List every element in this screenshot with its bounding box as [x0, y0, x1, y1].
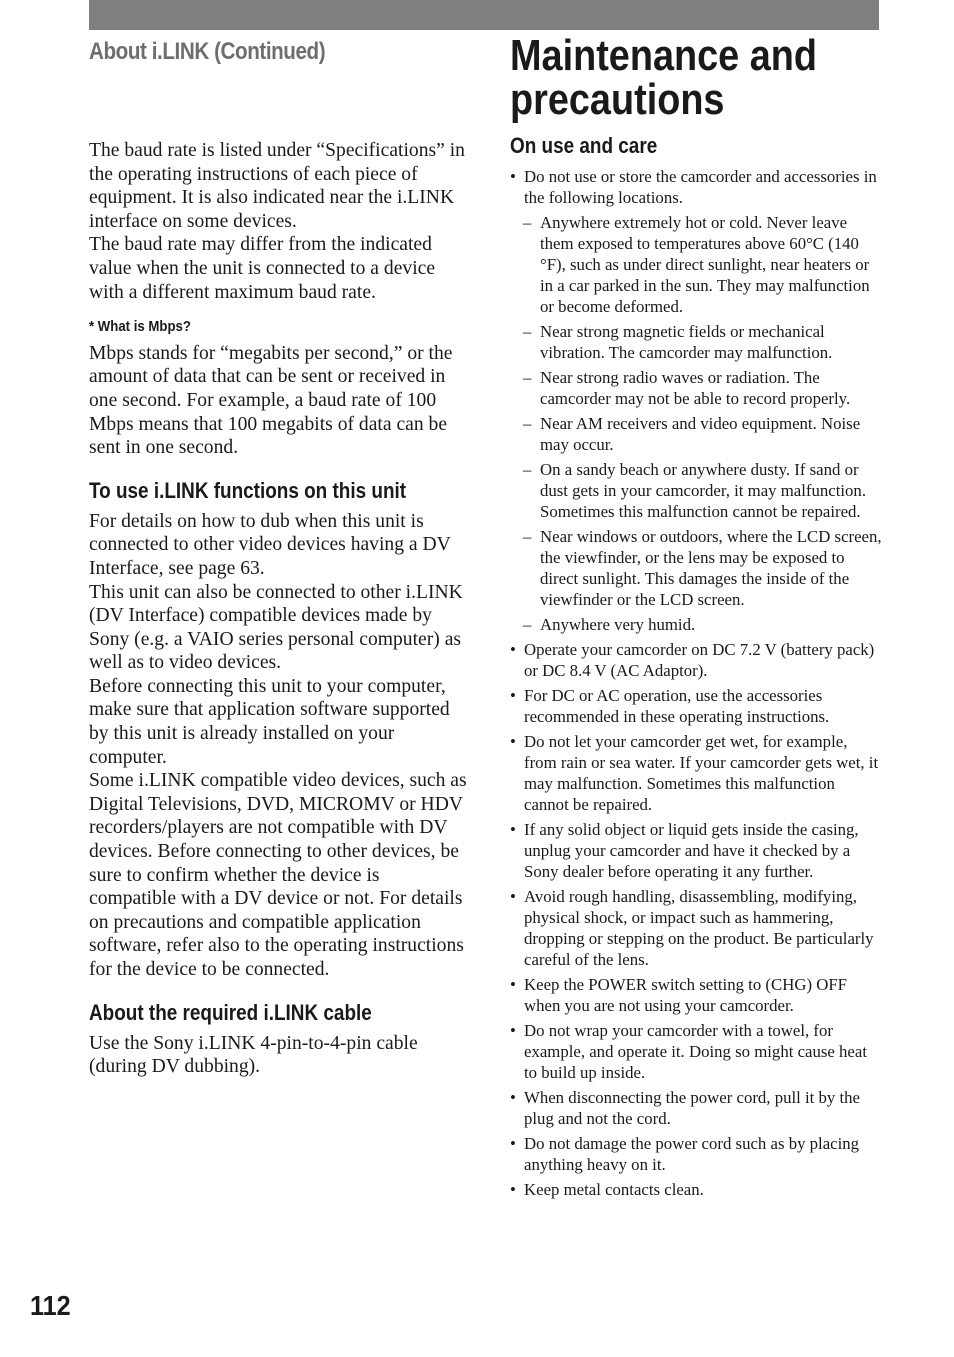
- page-number: 112: [30, 1290, 71, 1321]
- mbps-paragraph: Mbps stands for “megabits per second,” or the amount of data that can be sent or received in one second. For example, a baud rate of 100 Mbps means that 100 megabits of data can be sent in one second.: [89, 342, 453, 459]
- list-item: • Keep metal contacts clean.: [510, 1179, 882, 1200]
- mbps-subheading: * What is Mbps?: [89, 318, 191, 336]
- list-subitem: – Anywhere extremely hot or cold. Never leave them exposed to temperatures above 60°C (140 °F), such as under direct sunlight, near heaters or in a car parked in the sun. They may malfunction or become deformed.: [510, 212, 882, 317]
- ilink-functions-paragraph-4: Some i.LINK compatible video devices, such as Digital Televisions, DVD, MICROMV or HDV recorders/players are not compatible with DV devices. Before connecting to other devices, be sure to confirm whether the device is compatible with a DV device or not. For details on precautions and compatible application software, refer also to the operating instructions for the device to be connected.: [89, 770, 467, 980]
- left-column: [89, 139, 467, 1079]
- list-subitem: – Near AM receivers and video equipment. Noise may occur.: [510, 413, 882, 455]
- section-heading-ilink-cable: About the required i.LINK cable: [89, 999, 372, 1025]
- list-item: • Do not let your camcorder get wet, for example, from rain or sea water. If your camcorder gets wet, it may malfunction. Sometimes this malfunction cannot be repaired.: [510, 731, 882, 815]
- header-bar: [89, 0, 879, 30]
- list-subitem: – Anywhere very humid.: [510, 614, 882, 635]
- ilink-cable-paragraph: Use the Sony i.LINK 4-pin-to-4-pin cable (during DV dubbing).: [89, 1032, 418, 1078]
- list-item: • Keep the POWER switch setting to (CHG) OFF when you are not using your camcorder.: [510, 974, 882, 1016]
- ilink-functions-paragraph-3: Before connecting this unit to your computer, make sure that application software supported by this unit is already installed on your computer.: [89, 675, 450, 768]
- section-heading-ilink-functions: To use i.LINK functions on this unit: [89, 477, 407, 503]
- list-item: • For DC or AC operation, use the accessories recommended in these operating instructions.: [510, 685, 882, 727]
- list-item: • Do not use or store the camcorder and accessories in the following locations.: [510, 166, 882, 208]
- list-subitem: – Near strong magnetic fields or mechanical vibration. The camcorder may malfunction.: [510, 321, 882, 363]
- section-heading-use-and-care: On use and care: [510, 133, 658, 158]
- list-item: • Do not damage the power cord such as by placing anything heavy on it.: [510, 1133, 882, 1175]
- list-item: • When disconnecting the power cord, pull it by the plug and not the cord.: [510, 1087, 882, 1129]
- list-subitem: – Near strong radio waves or radiation. The camcorder may not be able to record properly.: [510, 367, 882, 409]
- list-item: • Operate your camcorder on DC 7.2 V (battery pack) or DC 8.4 V (AC Adaptor).: [510, 639, 882, 681]
- ilink-functions-paragraph-2: This unit can also be connected to other i.LINK (DV Interface) compatible devices made by Sony (e.g. a VAIO series personal computer) as well as to video devices.: [89, 581, 463, 674]
- right-column: [510, 133, 882, 1204]
- running-head: About i.LINK (Continued): [89, 38, 326, 65]
- baud-rate-paragraph-1: The baud rate is listed under “Specifications” in the operating instructions of each piece of equipment. It is also indicated near the i.LINK interface on some devices.: [89, 140, 465, 232]
- baud-rate-paragraph-2: The baud rate may differ from the indicated value when the unit is connected to a device with a different maximum baud rate.: [89, 234, 436, 303]
- list-item: • If any solid object or liquid gets inside the casing, unplug your camcorder and have it checked by a Sony dealer before operating it any further.: [510, 819, 882, 882]
- list-item: • Avoid rough handling, disassembling, modifying, physical shock, or impact such as hammering, dropping or stepping on the product. Be particularly careful of the lens.: [510, 886, 882, 970]
- list-item: • Do not wrap your camcorder with a towel, for example, and operate it. Doing so might cause heat to build up inside.: [510, 1020, 882, 1083]
- page-title: Maintenance and precautions: [510, 31, 817, 124]
- list-subitem: – Near windows or outdoors, where the LCD screen, the viewfinder, or the lens may be exposed to direct sunlight. This damages the inside of the viewfinder or the LCD screen.: [510, 526, 882, 610]
- ilink-functions-paragraph-1: For details on how to dub when this unit is connected to other video devices having a DV Interface, see page 63.: [89, 510, 451, 579]
- list-subitem: – On a sandy beach or anywhere dusty. If sand or dust gets in your camcorder, it may malfunction. Sometimes this malfunction cannot be repaired.: [510, 459, 882, 522]
- precautions-list: [510, 166, 882, 1200]
